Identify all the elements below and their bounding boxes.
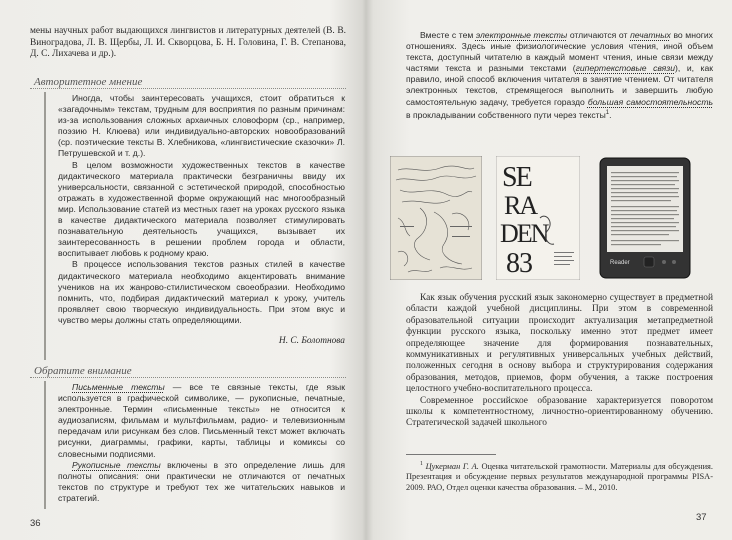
- section2-body: [58, 382, 345, 504]
- section-heading-pay-attention: Обратите внимание: [34, 365, 132, 377]
- right-top-text: [406, 30, 713, 121]
- manuscript-image: [390, 156, 482, 280]
- sidebar-bar: [44, 92, 46, 360]
- quote-author: Н. С. Болотнова: [278, 336, 345, 346]
- paragraph: В процессе использования текстов разных стилей в качестве дидактического материала необходимо акцентировать внимание учеников на их жанрово-стилистическом своеобразии. Необходимо помнить, что, подбирая дидактический материал к уроку, учитель проявляет свою творческую индивидуальность. При этом вкус и чувство меры должны стать определяющими.: [58, 259, 345, 325]
- right-body-text: [406, 293, 713, 430]
- poster-number: 83: [506, 248, 532, 279]
- ebook-reader-image: [598, 156, 692, 280]
- poster-image: [496, 156, 580, 280]
- sidebar-bar: [44, 381, 46, 509]
- term: Рукописные тексты: [72, 459, 161, 470]
- paragraph: Вместе с тем электронные тексты отличаются от печатных во многих отношениях. Здесь иные физиологические условия чтения, иной объем текста, доступный читателю в каждый момент чтения, иные связи между частями текста и разными текстами (гипертекстовые связи), и, как правило, иной способ включения читателя в занятие чтением. От читателя электронных текстов, стремящегося выполнить и завершить любую самостоятельную задачу, требуется гораздо большая самостоятельность в прокладывании собственного пути через тексты$^1$.: [406, 30, 713, 120]
- paragraph: Письменные тексты — все те связные тексты, где язык используется в графической символике, — рукописные, печатные, электронные. Термин «письменные тексты» не относится к аудиозаписям, фильмам и мультфильмам, радио- и телевизионным передачам или рисункам без слов. Письменный текст может включать рисунки, диаграммы, графики, карты, таблицы и комиксы со словесными подписями.: [58, 382, 345, 459]
- page-number: 37: [696, 512, 707, 523]
- section-heading-authoritative-opinion: Авторитетное мнение: [34, 76, 143, 88]
- footnote: [406, 459, 713, 493]
- poster-letters: RA: [504, 191, 537, 220]
- footnote-text: $^1$ Цукерман Г. А. Оценка читательской грамотности. Материалы для обсуждения. Презентация и обсуждение первых результатов международной программы PISA-2009. РАО, Отдел оценки качества образования. – М., 2010.: [406, 461, 713, 492]
- poster-letters: DEN: [500, 219, 548, 248]
- paragraph: В целом возможности художественных текстов в качестве дидактического материала практически безграничны ввиду их универсальности, связанной с эстетической природой, способностью отражать в художественной форме окружающий нас многообразный мир. Использование статей из местных газет на уроках русского языка в качестве дидактического материала позволяет стимулировать познавательную деятельность учащихся, вызывает их заинтересованность в решении проблем города и области, воспитывает любовь к родному краю.: [58, 159, 345, 259]
- paragraph: Как язык обучения русский язык закономерно существует в предметной области каждой учебной дисциплины. При этом в современной образовательной ситуации происходит актуализация метапредметной функции русского языка, поскольку именно этот предмет имеет определяющее значение для формирования познавательных, коммуникативных и регулятивных универсальных учебных действий, положенных сегодня в основу выбора и структурирования содержания образования, методов, приемов, форм обучения, а также построения целостного учебно-воспитательного процесса.: [406, 293, 713, 395]
- poster-letters: SE: [502, 162, 531, 193]
- paragraph: Современное российское образование характеризуется поворотом школы к компетентностному, личностно-ориентированному обучению. Стратегической задачей школьного: [406, 395, 713, 429]
- footnote-rule: [406, 454, 496, 455]
- page-number: 36: [30, 518, 41, 529]
- paragraph: Рукописные тексты включены в это определение лишь для полноты описания: они практически не отличаются от печатных текстов по структуре и требуют тех же читательских навыков и стратегий.: [58, 459, 345, 503]
- left-top-text: мены научных работ выдающихся лингвистов и литературных деятелей (В. В. Виноградова, Л. В. Щербы, Л. И. Скворцова, Б. Н. Головина, Г. В. Степанова, Д. С. Лихачева и др.).: [30, 26, 346, 60]
- paragraph: Иногда, чтобы заинтересовать учащихся, стоит обратиться к «загадочным» текстам, трудным для восприятия по разным причинам: из-за использования сложных архаичных словоформ (ср., например, поэзию Н. Клюева) или индивидуально-авторских новообразований (ср. поэтические тексты В. Хлебникова, «лингвистические сказочки» Л. Петрушевской и т. д.).: [58, 93, 345, 159]
- section1-body: [58, 93, 345, 326]
- section-divider: [30, 377, 346, 378]
- right-page: [366, 0, 732, 540]
- term: Письменные тексты: [72, 382, 165, 392]
- section-divider: [30, 88, 346, 89]
- reader-brand: Reader: [610, 260, 630, 266]
